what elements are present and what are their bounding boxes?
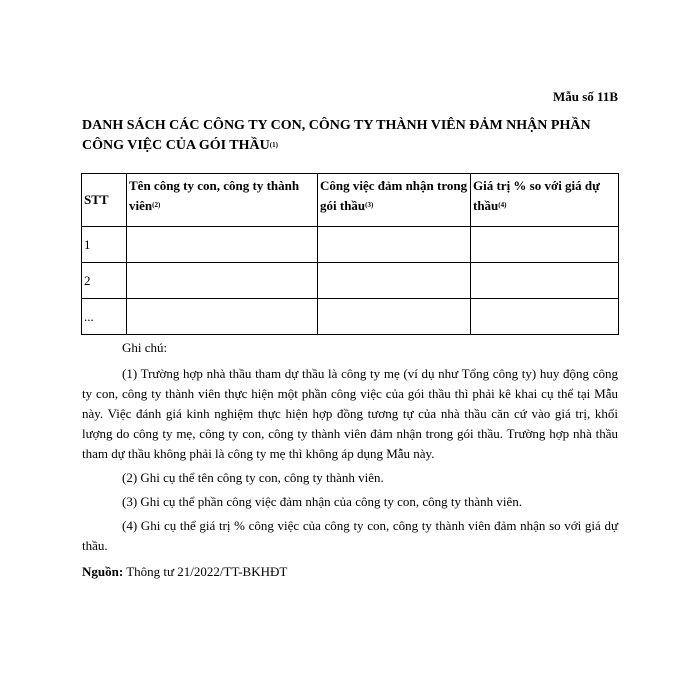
cell-value (471, 227, 619, 263)
form-number: Mẫu số 11B (552, 89, 618, 104)
cell-work (318, 263, 471, 299)
header-note-ref: (2) (152, 201, 161, 209)
table-header-row (82, 174, 619, 227)
notes-section (82, 338, 618, 586)
cell-company-name (127, 263, 318, 299)
table-row (82, 227, 619, 263)
title-line-1: DANH SÁCH CÁC CÔNG TY CON, CÔNG TY THÀNH VIÊN ĐẢM NHẬN PHẦN (82, 118, 591, 133)
note-item-1: (1) Trường hợp nhà thầu tham dự thầu là công ty mẹ (ví dụ như Tổng công ty) huy động công ty con, công ty thành viên thực hiện một phần công việc của gói thầu thì phải kê khai cụ thể tại Mẫu này. Việc đánh giá kinh nghiệm thực hiện hợp đồng tương tự của nhà thầu căn cứ vào giá trị, khối lượng do công ty mẹ, công ty con, công ty thành viên đảm nhận trong gói thầu. Trường hợp nhà thầu tham dự thầu không phải là công ty mẹ thì không áp dụng Mẫu này. (82, 366, 618, 461)
cell-company-name (127, 227, 318, 263)
table-row (82, 263, 619, 299)
header-note-ref: (3) (365, 201, 374, 209)
document-title (82, 116, 622, 156)
notes-heading: Ghi chú: (122, 340, 168, 355)
cell-value (471, 299, 619, 335)
cell-stt: ... (82, 299, 127, 335)
header-value: Giá trị % so với giá dự thầu$^{(4)}$ (471, 174, 619, 227)
cell-work (318, 299, 471, 335)
title-line-2-text: CÔNG VIỆC CỦA GÓI THẦU (82, 138, 270, 153)
source-label: Nguồn: (82, 564, 124, 579)
cell-stt: 1 (82, 227, 127, 263)
cell-company-name (127, 299, 318, 335)
subsidiary-table (81, 173, 619, 335)
source-line (82, 562, 618, 582)
title-line-2 (82, 136, 622, 156)
header-company-name: Tên công ty con, công ty thành viên$^{(2)}$ (127, 174, 318, 227)
note-item-4: (4) Ghi cụ thể giá trị % công việc của công ty con, công ty thành viên đảm nhận so với giá dự thầu. (82, 518, 618, 553)
cell-work (318, 227, 471, 263)
cell-stt: 2 (82, 263, 127, 299)
source-text: Thông tư 21/2022/TT-BKHĐT (126, 564, 288, 579)
header-stt: STT (82, 174, 127, 227)
cell-value (471, 263, 619, 299)
title-note-ref: (1) (269, 141, 278, 149)
header-note-ref: (4) (498, 201, 507, 209)
header-work: Công việc đảm nhận trong gói thầu$^{(3)}$ (318, 174, 471, 227)
note-item-3: (3) Ghi cụ thể phần công việc đảm nhận của công ty con, công ty thành viên. (122, 494, 522, 509)
note-item-2: (2) Ghi cụ thể tên công ty con, công ty thành viên. (122, 470, 384, 485)
table-row (82, 299, 619, 335)
